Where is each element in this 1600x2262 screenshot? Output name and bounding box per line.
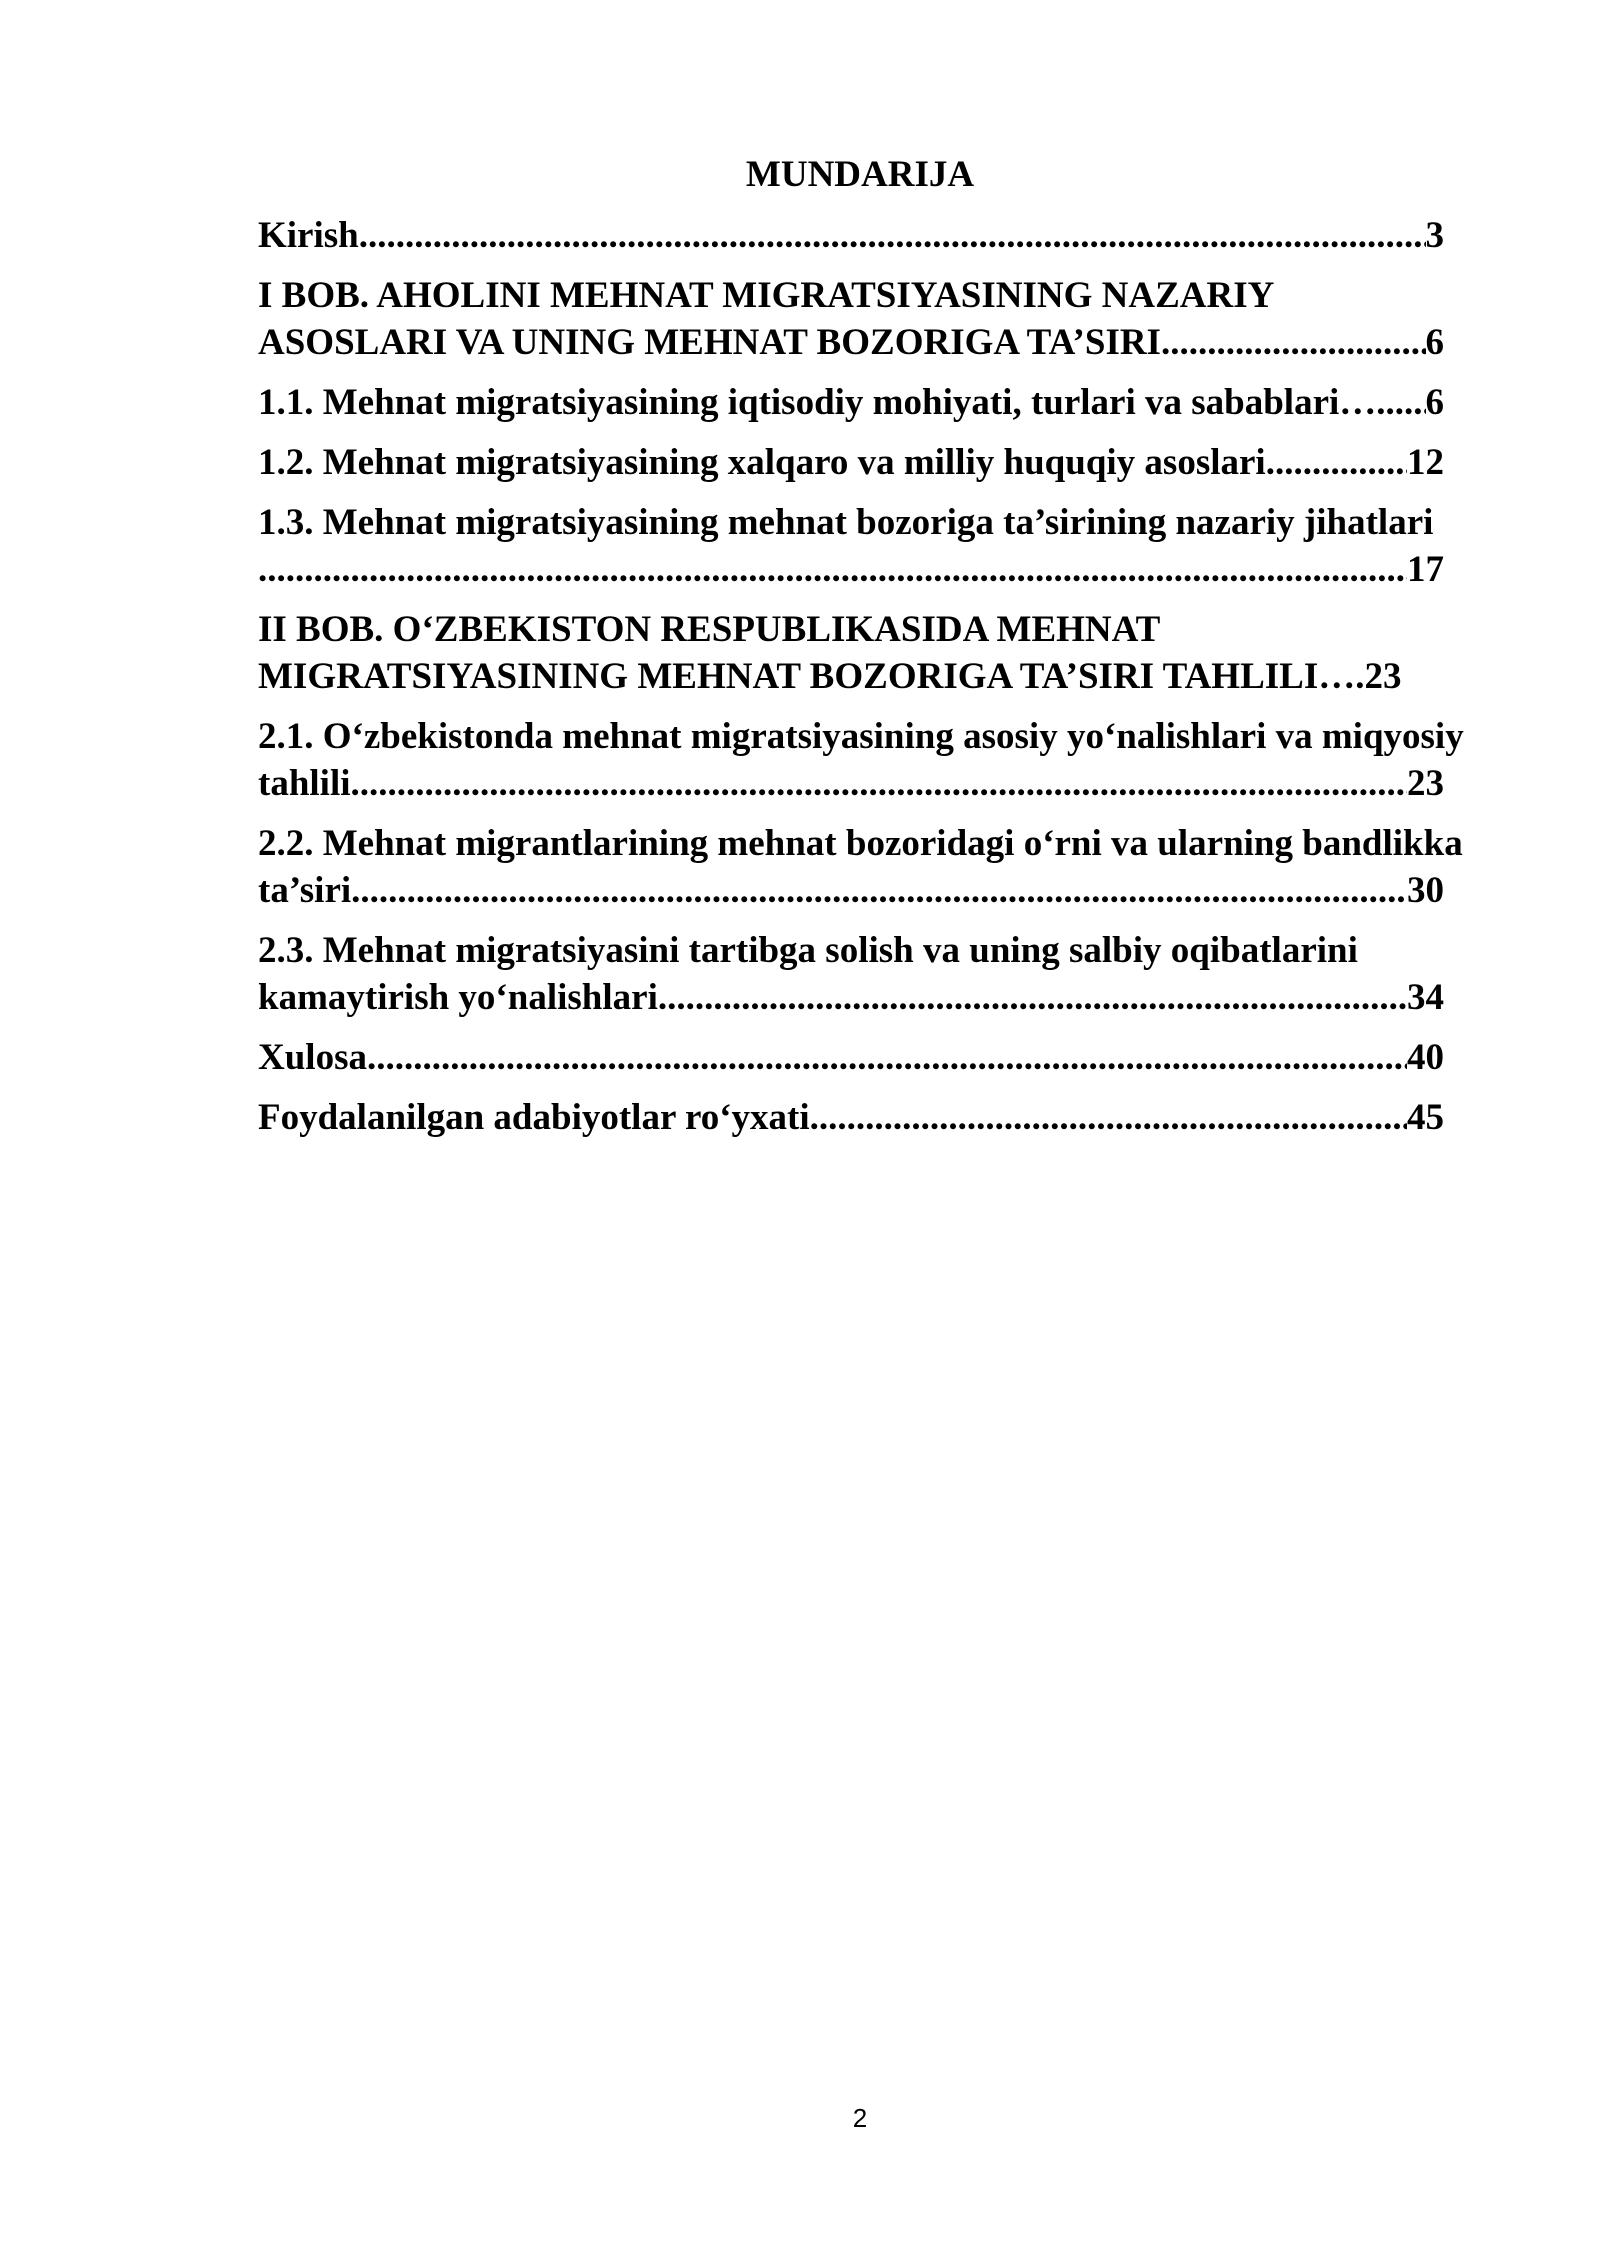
toc-entry-text: 1.1. Mehnat migratsiyasining iqtisodiy mohiyati, turlari va sabablari… bbox=[258, 382, 1377, 423]
toc-entry-section-1-3[interactable] bbox=[258, 499, 1488, 593]
toc-entry-chapter-1[interactable] bbox=[258, 272, 1488, 366]
toc-leader-dots bbox=[359, 212, 1426, 259]
toc-entry-text: kamaytirish yo‘nalishlari bbox=[258, 977, 658, 1018]
toc-leader-dots bbox=[258, 546, 1407, 593]
toc-page-number: 34 bbox=[1407, 977, 1444, 1018]
toc-line bbox=[258, 379, 1444, 426]
toc-line bbox=[258, 319, 1444, 366]
toc-entry-text: ta’siri bbox=[258, 870, 352, 911]
toc-entry-section-2-2[interactable] bbox=[258, 820, 1488, 914]
toc-page-number: 45 bbox=[1407, 1097, 1444, 1138]
toc-leader-dots bbox=[1376, 379, 1425, 426]
toc-entry-text: 1.3. Mehnat migratsiyasining mehnat bozoriga ta’sirining nazariy jihatlari bbox=[258, 502, 1434, 543]
toc-leader-dots bbox=[351, 867, 1407, 914]
toc-leader-dots bbox=[658, 974, 1407, 1021]
toc-entry-text: Kirish bbox=[258, 215, 359, 256]
toc-entry-text: ASOSLARI VA UNING MEHNAT BOZORIGA TA’SIRI bbox=[258, 322, 1161, 363]
toc-line bbox=[258, 1034, 1444, 1081]
toc-page-number: 17 bbox=[1407, 549, 1444, 590]
toc-entry-section-2-3[interactable] bbox=[258, 927, 1488, 1021]
toc-line bbox=[258, 713, 1488, 760]
toc-line bbox=[258, 212, 1444, 259]
toc-line bbox=[258, 760, 1444, 807]
toc-leader-dots bbox=[367, 1034, 1407, 1081]
toc-entry-text: Xulosa bbox=[258, 1037, 367, 1078]
toc-leader-dots bbox=[1161, 319, 1426, 366]
toc-entry-kirish[interactable] bbox=[258, 212, 1488, 259]
toc-line bbox=[258, 546, 1444, 593]
toc-page-number: 6 bbox=[1425, 322, 1444, 363]
toc-leader-dots bbox=[810, 1094, 1407, 1141]
toc-line bbox=[258, 499, 1488, 546]
toc-line bbox=[258, 272, 1488, 319]
toc-entry-text: I BOB. AHOLINI MEHNAT MIGRATSIYASINING NAZARIY bbox=[258, 275, 1275, 316]
toc-entry-text: Foydalanilgan adabiyotlar ro‘yxati bbox=[258, 1097, 810, 1138]
toc-entry-xulosa[interactable] bbox=[258, 1034, 1488, 1081]
toc-entry-text: 2.1. O‘zbekistonda mehnat migratsiyasining asosiy yo‘nalishlari va miqyosiy bbox=[258, 716, 1464, 757]
toc-line bbox=[258, 820, 1488, 867]
toc-leader-dots bbox=[351, 760, 1407, 807]
toc-line bbox=[258, 653, 1488, 700]
toc-page-number: 3 bbox=[1425, 215, 1444, 256]
toc-entry-section-1-2[interactable] bbox=[258, 439, 1488, 486]
toc-entry-text: 2.2. Mehnat migrantlarining mehnat bozoridagi o‘rni va ularning bandlikka bbox=[258, 823, 1463, 864]
toc-page-number: 12 bbox=[1407, 442, 1444, 483]
toc-entry-text: MIGRATSIYASINING MEHNAT BOZORIGA TA’SIRI TAHLILI…. bbox=[258, 656, 1365, 697]
toc-entry-section-1-1[interactable] bbox=[258, 379, 1488, 426]
toc-entry-section-2-1[interactable] bbox=[258, 713, 1488, 807]
toc-entry-references[interactable] bbox=[258, 1094, 1488, 1141]
toc-page-number: 6 bbox=[1425, 382, 1444, 423]
toc-page-number: 40 bbox=[1407, 1037, 1444, 1078]
toc-line bbox=[258, 439, 1444, 486]
table-of-contents bbox=[258, 212, 1488, 1154]
toc-page-number: 23 bbox=[1364, 656, 1402, 697]
toc-line bbox=[258, 927, 1488, 974]
toc-page-number: 30 bbox=[1407, 870, 1444, 911]
toc-leader-dots bbox=[1266, 439, 1407, 486]
page-number: 2 bbox=[852, 2103, 868, 2133]
toc-line bbox=[258, 606, 1488, 653]
toc-line bbox=[258, 867, 1444, 914]
toc-title: MUNDARIJA bbox=[745, 154, 975, 195]
toc-entry-text: 1.2. Mehnat migratsiyasining xalqaro va milliy huquqiy asoslari bbox=[258, 442, 1266, 483]
toc-line bbox=[258, 974, 1444, 1021]
toc-entry-text: 2.3. Mehnat migratsiyasini tartibga solish va uning salbiy oqibatlarini bbox=[258, 930, 1358, 971]
toc-entry-chapter-2[interactable] bbox=[258, 606, 1488, 700]
toc-page-number: 23 bbox=[1407, 763, 1444, 804]
toc-line bbox=[258, 1094, 1444, 1141]
toc-entry-text: II BOB. O‘ZBEKISTON RESPUBLIKASIDA MEHNAT bbox=[258, 609, 1161, 650]
toc-entry-text: tahlili bbox=[258, 763, 351, 804]
